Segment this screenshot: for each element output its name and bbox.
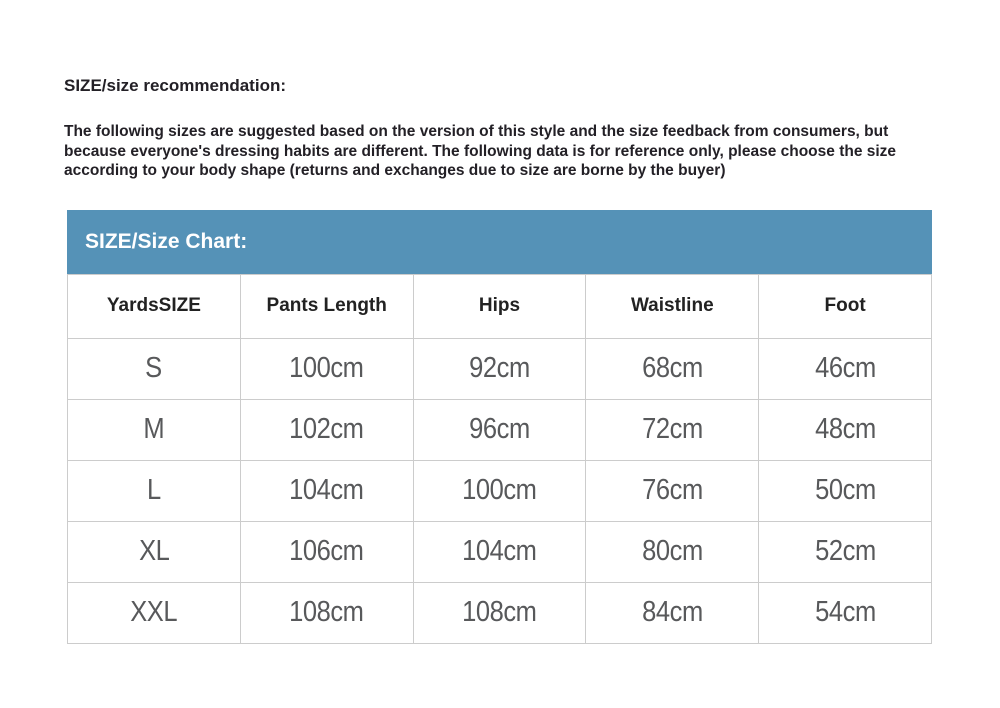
cell-value: 84cm <box>641 596 703 628</box>
cell-waistline <box>586 399 759 460</box>
column-header-foot: Foot <box>759 274 932 338</box>
cell-waistline <box>586 521 759 582</box>
cell-value: 80cm <box>641 535 703 567</box>
cell-value: XL <box>138 535 170 567</box>
page-title: SIZE/size recommendation: <box>64 76 286 95</box>
cell-pants-length <box>240 399 413 460</box>
size-chart-banner <box>67 210 932 274</box>
cell-hips <box>413 582 586 643</box>
table-header-row <box>68 274 932 338</box>
cell-foot <box>759 399 932 460</box>
table-row <box>68 399 932 460</box>
table-row <box>68 582 932 643</box>
table-row <box>68 338 932 399</box>
cell-value: 106cm <box>289 535 364 567</box>
cell-waistline <box>586 460 759 521</box>
cell-value: 102cm <box>289 413 364 445</box>
column-header-size: YardsSIZE <box>68 274 241 338</box>
column-header-pants-length: Pants Length <box>240 274 413 338</box>
cell-value: XXL <box>130 596 178 628</box>
cell-size <box>68 460 241 521</box>
size-chart-banner-title: SIZE/Size Chart: <box>85 229 248 253</box>
cell-size <box>68 338 241 399</box>
cell-value: 72cm <box>641 413 703 445</box>
cell-value: 100cm <box>462 474 537 506</box>
size-chart-table <box>67 274 932 644</box>
cell-size <box>68 399 241 460</box>
cell-pants-length <box>240 521 413 582</box>
table-row <box>68 460 932 521</box>
cell-value: 104cm <box>289 474 364 506</box>
size-recommendation-text: The following sizes are suggested based on the version of this style and the size feedback from consumers, but because everyone's dressing habits are different. The following data is for reference only, please choose the size according to your body shape (returns and exchanges due to size are borne by the buyer) <box>64 123 897 179</box>
cell-hips <box>413 521 586 582</box>
cell-value: 92cm <box>469 352 530 384</box>
cell-value: 54cm <box>814 596 876 628</box>
cell-waistline <box>586 582 759 643</box>
cell-foot <box>759 582 932 643</box>
cell-waistline <box>586 338 759 399</box>
cell-hips <box>413 399 586 460</box>
cell-value: 96cm <box>469 413 530 445</box>
cell-pants-length <box>240 338 413 399</box>
cell-size <box>68 521 241 582</box>
cell-foot <box>759 521 932 582</box>
cell-value: 104cm <box>462 535 537 567</box>
cell-pants-length <box>240 582 413 643</box>
cell-hips <box>413 338 586 399</box>
cell-value: L <box>147 474 161 506</box>
cell-value: 76cm <box>641 474 703 506</box>
cell-value: 52cm <box>814 535 876 567</box>
cell-value: M <box>143 413 165 445</box>
table-row <box>68 521 932 582</box>
cell-value: 46cm <box>814 352 876 384</box>
cell-foot <box>759 460 932 521</box>
cell-hips <box>413 460 586 521</box>
cell-value: 108cm <box>462 596 537 628</box>
cell-size <box>68 582 241 643</box>
cell-value: 50cm <box>814 474 876 506</box>
cell-value: S <box>145 352 163 384</box>
cell-pants-length <box>240 460 413 521</box>
column-header-waistline: Waistline <box>586 274 759 338</box>
cell-value: 68cm <box>641 352 703 384</box>
size-chart <box>67 210 932 644</box>
cell-value: 100cm <box>289 352 364 384</box>
cell-value: 108cm <box>289 596 364 628</box>
cell-foot <box>759 338 932 399</box>
cell-value: 48cm <box>814 413 876 445</box>
column-header-hips: Hips <box>413 274 586 338</box>
